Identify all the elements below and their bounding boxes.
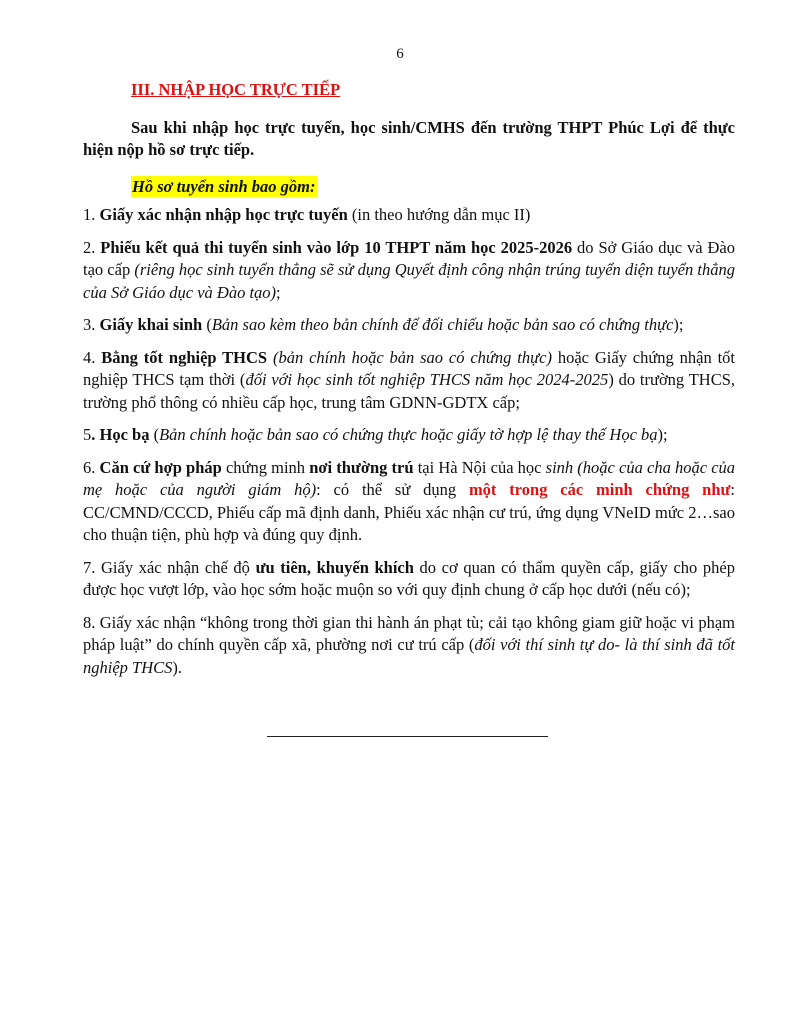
- intro-paragraph: Sau khi nhập học trực tuyến, học sinh/CMHS đến trường THPT Phúc Lợi để thực hiện nộp hồ sơ trực tiếp.: [83, 118, 735, 159]
- list-item: 1. Giấy xác nhận nhập học trực tuyến (in theo hướng dẫn mục II): [83, 205, 531, 224]
- list-item: 2. Phiếu kết quả thi tuyển sinh vào lớp 10 THPT năm học 2025-2026 do Sở Giáo dục và Đào tạo cấp (riêng học sinh tuyển thẳng sẽ sử dụng Quyết định công nhận trúng tuyển diện tuyển thẳng của Sở Giáo dục và Đào tạo);: [83, 237, 735, 302]
- requirements-list: [83, 204, 735, 689]
- list-item: 5. Học bạ (Bản chính hoặc bản sao có chứng thực hoặc giấy tờ hợp lệ thay thế Học bạ);: [83, 425, 668, 444]
- list-item: 3. Giấy khai sinh (Bản sao kèm theo bản chính để đối chiếu hoặc bản sao có chứng thực);: [83, 315, 684, 334]
- section-heading: III. NHẬP HỌC TRỰC TIẾP: [131, 80, 341, 99]
- highlighted-subheading: Hồ sơ tuyển sinh bao gồm:: [132, 177, 316, 196]
- list-item: 7. Giấy xác nhận chế độ ưu tiên, khuyến khích do cơ quan có thẩm quyền cấp, giấy cho phép được học vượt lớp, vào học sớm hoặc muộn so với quy định chung ở cấp học dưới (nếu có);: [83, 557, 736, 599]
- end-divider: [267, 736, 548, 737]
- list-item: 8. Giấy xác nhận “không trong thời gian thi hành án phạt tù; cải tạo không giam giữ hoặc vi phạm pháp luật” do chính quyền cấp xã, phường nơi cư trú cấp (đối với thí sinh tự do- là thí sinh đã tốt nghiệp THCS).: [83, 612, 736, 677]
- page-number: 6: [396, 46, 404, 62]
- list-item: 6. Căn cứ hợp pháp chứng minh nơi thường trú tại Hà Nội của học sinh (hoặc của cha hoặc của mẹ hoặc của người giám hộ): có thể sử dụng một trong các minh chứng như: CC/CMND/CCCD, Phiếu cấp mã định danh, Phiếu xác nhận cư trú, ứng dụng VNeID mức 2…sao cho thuận tiện, phù hợp và đúng quy định.: [83, 457, 736, 544]
- list-item: 4. Bằng tốt nghiệp THCS (bản chính hoặc bản sao có chứng thực) hoặc Giấy chứng nhận tốt nghiệp THCS tạm thời (đối với học sinh tốt nghiệp THCS năm học 2024-2025) do trường THCS, trường phổ thông có nhiều cấp học, trung tâm GDNN-GDTX cấp;: [83, 347, 736, 412]
